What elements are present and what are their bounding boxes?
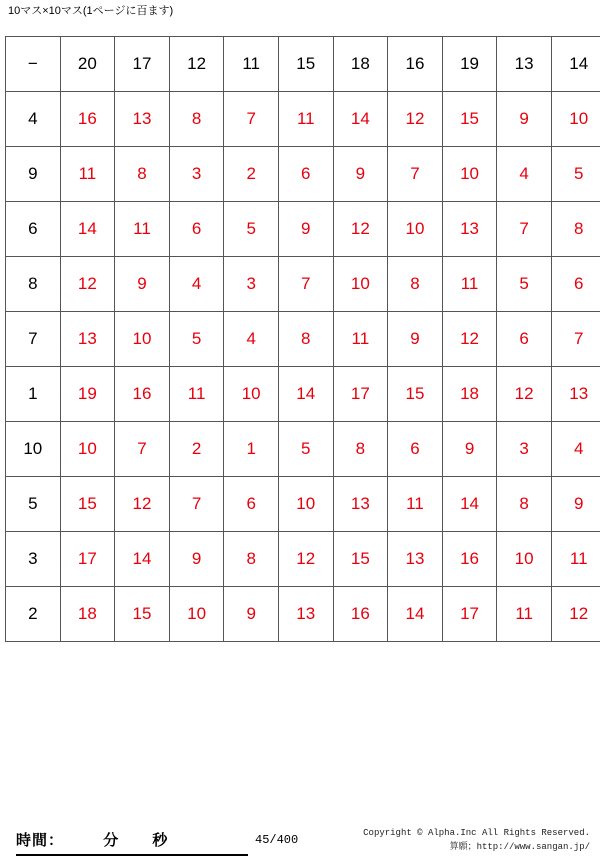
table-row [6,312,600,367]
answer-cell-7-7[interactable]: 14 [442,477,497,532]
answer-cell-1-1[interactable]: 8 [115,147,170,202]
column-header-0: 20 [60,37,115,92]
table-row [6,202,600,257]
column-header-6: 16 [388,37,443,92]
answer-cell-6-8[interactable]: 3 [497,422,552,477]
answer-cell-0-9[interactable]: 10 [551,92,600,147]
answer-cell-3-2[interactable]: 4 [169,257,224,312]
answer-cell-6-7[interactable]: 9 [442,422,497,477]
answer-cell-1-8[interactable]: 4 [497,147,552,202]
answer-cell-3-8[interactable]: 5 [497,257,552,312]
row-header-7: 5 [6,477,61,532]
answer-cell-4-9[interactable]: 7 [551,312,600,367]
table-row [6,367,600,422]
answer-cell-8-6[interactable]: 13 [388,532,443,587]
column-header-7: 19 [442,37,497,92]
answer-cell-5-5[interactable]: 17 [333,367,388,422]
answer-cell-8-8[interactable]: 10 [497,532,552,587]
column-header-4: 15 [278,37,333,92]
answer-cell-9-5[interactable]: 16 [333,587,388,642]
answer-cell-9-9[interactable]: 12 [551,587,600,642]
page-title: 10マス×10マス(1ページに百ます) [8,5,174,17]
answer-cell-7-0[interactable]: 15 [60,477,115,532]
answer-cell-7-4[interactable]: 10 [278,477,333,532]
answer-cell-5-1[interactable]: 16 [115,367,170,422]
answer-cell-7-2[interactable]: 7 [169,477,224,532]
answer-cell-4-5[interactable]: 11 [333,312,388,367]
answer-cell-7-3[interactable]: 6 [224,477,279,532]
hundred-squares-grid [5,36,600,642]
answer-cell-9-8[interactable]: 11 [497,587,552,642]
answer-cell-5-2[interactable]: 11 [169,367,224,422]
answer-cell-7-9[interactable]: 9 [551,477,600,532]
table-row [6,587,600,642]
answer-cell-2-0[interactable]: 14 [60,202,115,257]
copyright-line-1: Copyright © Alpha.Inc All Rights Reserved. [363,828,590,838]
answer-cell-9-2[interactable]: 10 [169,587,224,642]
answer-cell-4-2[interactable]: 5 [169,312,224,367]
column-header-2: 12 [169,37,224,92]
answer-cell-7-5[interactable]: 13 [333,477,388,532]
answer-cell-2-6[interactable]: 10 [388,202,443,257]
row-header-8: 3 [6,532,61,587]
answer-cell-5-4[interactable]: 14 [278,367,333,422]
answer-cell-3-6[interactable]: 8 [388,257,443,312]
answer-cell-0-1[interactable]: 13 [115,92,170,147]
answer-cell-6-4[interactable]: 5 [278,422,333,477]
answer-cell-3-7[interactable]: 11 [442,257,497,312]
answer-cell-1-9[interactable]: 5 [551,147,600,202]
answer-cell-5-3[interactable]: 10 [224,367,279,422]
answer-cell-0-5[interactable]: 14 [333,92,388,147]
answer-cell-9-1[interactable]: 15 [115,587,170,642]
minutes-unit-label: 分 [103,832,120,849]
copyright-line-2: 算願；http://www.sangan.jp/ [449,842,590,852]
answer-cell-8-9[interactable]: 11 [551,532,600,587]
table-row [6,147,600,202]
answer-cell-1-6[interactable]: 7 [388,147,443,202]
column-header-1: 17 [115,37,170,92]
answer-cell-8-5[interactable]: 15 [333,532,388,587]
column-header-5: 18 [333,37,388,92]
row-header-9: 2 [6,587,61,642]
answer-cell-0-4[interactable]: 11 [278,92,333,147]
footer [0,820,600,865]
answer-cell-9-4[interactable]: 13 [278,587,333,642]
answer-cell-2-4[interactable]: 9 [278,202,333,257]
table-row [6,532,600,587]
answer-cell-3-1[interactable]: 9 [115,257,170,312]
answer-cell-8-2[interactable]: 9 [169,532,224,587]
answer-cell-7-6[interactable]: 11 [388,477,443,532]
answer-cell-2-3[interactable]: 5 [224,202,279,257]
answer-cell-5-8[interactable]: 12 [497,367,552,422]
answer-cell-6-2[interactable]: 2 [169,422,224,477]
answer-cell-6-6[interactable]: 6 [388,422,443,477]
row-header-0: 4 [6,92,61,147]
answer-cell-3-0[interactable]: 12 [60,257,115,312]
answer-cell-9-6[interactable]: 14 [388,587,443,642]
answer-cell-3-5[interactable]: 10 [333,257,388,312]
answer-cell-4-3[interactable]: 4 [224,312,279,367]
row-header-2: 6 [6,202,61,257]
time-underline [16,854,248,856]
answer-cell-3-9[interactable]: 6 [551,257,600,312]
answer-cell-7-1[interactable]: 12 [115,477,170,532]
answer-cell-9-7[interactable]: 17 [442,587,497,642]
answer-cell-2-5[interactable]: 12 [333,202,388,257]
table-row [6,92,600,147]
answer-cell-7-8[interactable]: 8 [497,477,552,532]
answer-cell-0-6[interactable]: 12 [388,92,443,147]
answer-cell-1-3[interactable]: 2 [224,147,279,202]
answer-cell-0-0[interactable]: 16 [60,92,115,147]
answer-cell-9-0[interactable]: 18 [60,587,115,642]
answer-cell-6-5[interactable]: 8 [333,422,388,477]
column-header-3: 11 [224,37,279,92]
answer-cell-4-0[interactable]: 13 [60,312,115,367]
page-number: 45/400 [255,833,299,847]
row-header-5: 1 [6,367,61,422]
answer-cell-3-3[interactable]: 3 [224,257,279,312]
answer-cell-0-7[interactable]: 15 [442,92,497,147]
answer-cell-5-9[interactable]: 13 [551,367,600,422]
row-header-1: 9 [6,147,61,202]
answer-cell-4-6[interactable]: 9 [388,312,443,367]
table-header-row [6,37,600,92]
operation-symbol-cell: − [6,37,61,92]
answer-cell-5-7[interactable]: 18 [442,367,497,422]
answer-cell-4-7[interactable]: 12 [442,312,497,367]
answer-cell-0-2[interactable]: 8 [169,92,224,147]
answer-cell-8-7[interactable]: 16 [442,532,497,587]
answer-cell-8-4[interactable]: 12 [278,532,333,587]
answer-cell-2-9[interactable]: 8 [551,202,600,257]
table-row [6,477,600,532]
seconds-unit-label: 秒 [152,832,169,849]
answer-cell-2-1[interactable]: 11 [115,202,170,257]
answer-cell-4-1[interactable]: 10 [115,312,170,367]
answer-cell-2-7[interactable]: 13 [442,202,497,257]
answer-cell-6-0[interactable]: 10 [60,422,115,477]
table-row [6,257,600,312]
answer-cell-8-1[interactable]: 14 [115,532,170,587]
column-header-8: 13 [497,37,552,92]
answer-cell-5-6[interactable]: 15 [388,367,443,422]
answer-cell-0-3[interactable]: 7 [224,92,279,147]
answer-cell-6-3[interactable]: 1 [224,422,279,477]
column-header-9: 14 [551,37,600,92]
answer-cell-1-4[interactable]: 6 [278,147,333,202]
answer-cell-6-9[interactable]: 4 [551,422,600,477]
answer-cell-5-0[interactable]: 19 [60,367,115,422]
answer-cell-4-4[interactable]: 8 [278,312,333,367]
answer-cell-8-3[interactable]: 8 [224,532,279,587]
answer-cell-8-0[interactable]: 17 [60,532,115,587]
answer-cell-0-8[interactable]: 9 [497,92,552,147]
row-header-3: 8 [6,257,61,312]
answer-cell-2-2[interactable]: 6 [169,202,224,257]
row-header-6: 10 [6,422,61,477]
row-header-4: 7 [6,312,61,367]
answer-cell-9-3[interactable]: 9 [224,587,279,642]
time-record-line [16,829,168,850]
answer-cell-2-8[interactable]: 7 [497,202,552,257]
copyright-block [363,826,590,854]
time-label: 時間： [16,832,65,849]
answer-cell-1-2[interactable]: 3 [169,147,224,202]
answer-cell-6-1[interactable]: 7 [115,422,170,477]
answer-cell-1-7[interactable]: 10 [442,147,497,202]
answer-cell-1-0[interactable]: 11 [60,147,115,202]
answer-cell-1-5[interactable]: 9 [333,147,388,202]
answer-cell-3-4[interactable]: 7 [278,257,333,312]
answer-cell-4-8[interactable]: 6 [497,312,552,367]
table-row [6,422,600,477]
